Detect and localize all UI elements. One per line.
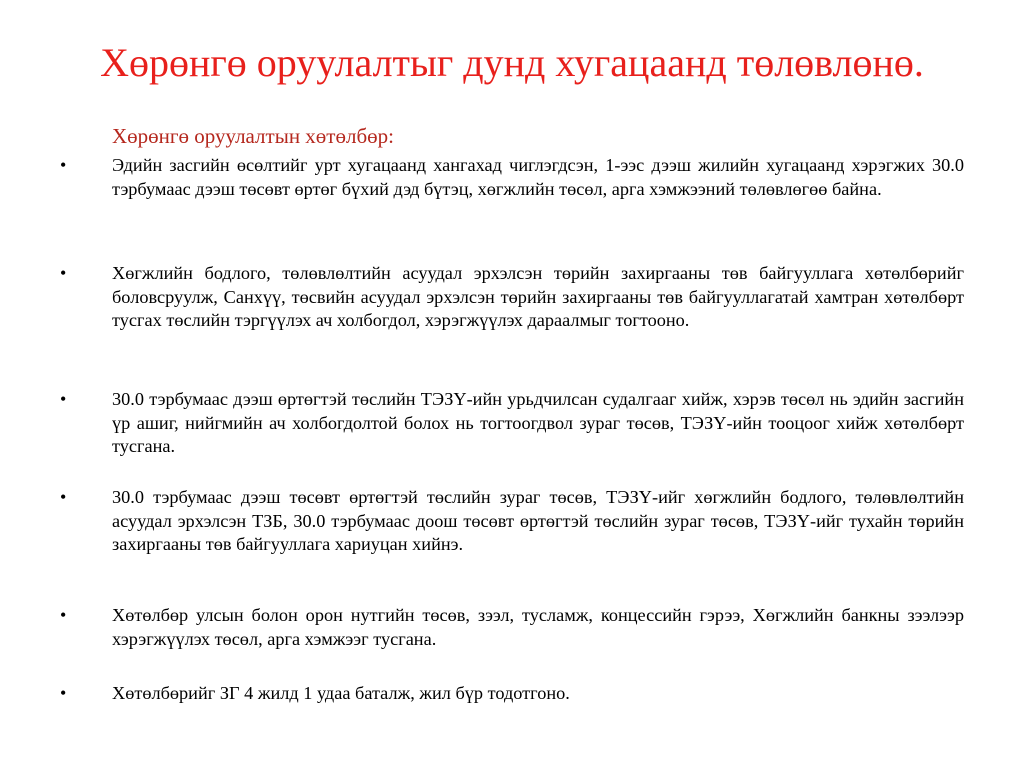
slide-title: Хөрөнгө оруулалтыг дунд хугацаанд төлөвлөнө. — [100, 40, 924, 85]
bullet-icon: • — [60, 389, 67, 409]
slide-subtitle: Хөрөнгө оруулалтын хөтөлбөр: — [112, 124, 394, 148]
bullet-item — [60, 262, 964, 333]
bullet-text: 30.0 тэрбумаас дээш төсөвт өртөгтэй төслийн зураг төсөв, ТЭЗҮ-ийг хөгжлийн бодлого, төлөвлөлтийн асуудал эрхэлсэн ТЗБ, 30.0 тэрбумаас доош төсөвт өртөгтэй төслийн зураг төсөв, ТЭЗҮ-ийг тухайн төрийн захиргааны төв байгууллага хариуцан хийнэ. — [112, 487, 964, 554]
bullet-text: Хөтөлбөр улсын болон орон нутгийн төсөв, зээл, тусламж, концессийн гэрээ, Хөгжлийн банкны зээлээр хэрэгжүүлэх төсөл, арга хэмжээг тусгана. — [112, 605, 964, 649]
bullet-icon: • — [60, 263, 67, 283]
bullet-item — [60, 154, 964, 201]
bullet-item — [60, 682, 964, 706]
bullet-icon: • — [60, 683, 67, 703]
bullet-text: Эдийн засгийн өсөлтийг урт хугацаанд хангахад чиглэгдсэн, 1-ээс дээш жилийн хугацаанд хэрэгжих 30.0 тэрбумаас дээш төсөвт өртөг бүхий дэд бүтэц, хөгжлийн төсөл, арга хэмжээний төлөвлөгөө байна. — [112, 155, 964, 199]
bullet-icon: • — [60, 487, 67, 507]
bullet-text: Хөгжлийн бодлого, төлөвлөлтийн асуудал эрхэлсэн төрийн захиргааны төв байгууллага хөтөлбөрийг боловсруулж, Санхүү, төсвийн асуудал эрхэлсэн төрийн захиргааны төв байгууллагатай хамтран хөтөлбөрт тусгах төслийн тэргүүлэх ач холбогдол, хэрэгжүүлэх дараалмыг тогтооно. — [112, 263, 964, 330]
bullet-text: Хөтөлбөрийг ЗГ 4 жилд 1 удаа баталж, жил бүр тодотгоно. — [112, 683, 570, 703]
bullet-item — [60, 388, 964, 459]
bullet-item — [60, 604, 964, 651]
bullet-icon: • — [60, 155, 67, 175]
bullet-text: 30.0 тэрбумаас дээш өртөгтэй төслийн ТЭЗҮ-ийн урьдчилсан судалгааг хийж, хэрэв төсөл нь эдийн засгийн үр ашиг, нийгмийн ач холбогдолтой болох нь тогтоогдвол зураг төсөв, ТЭЗҮ-ийн тооцоог хийж хөтөлбөрт тусгана. — [112, 389, 964, 456]
bullet-item — [60, 486, 964, 557]
bullet-icon: • — [60, 605, 67, 625]
